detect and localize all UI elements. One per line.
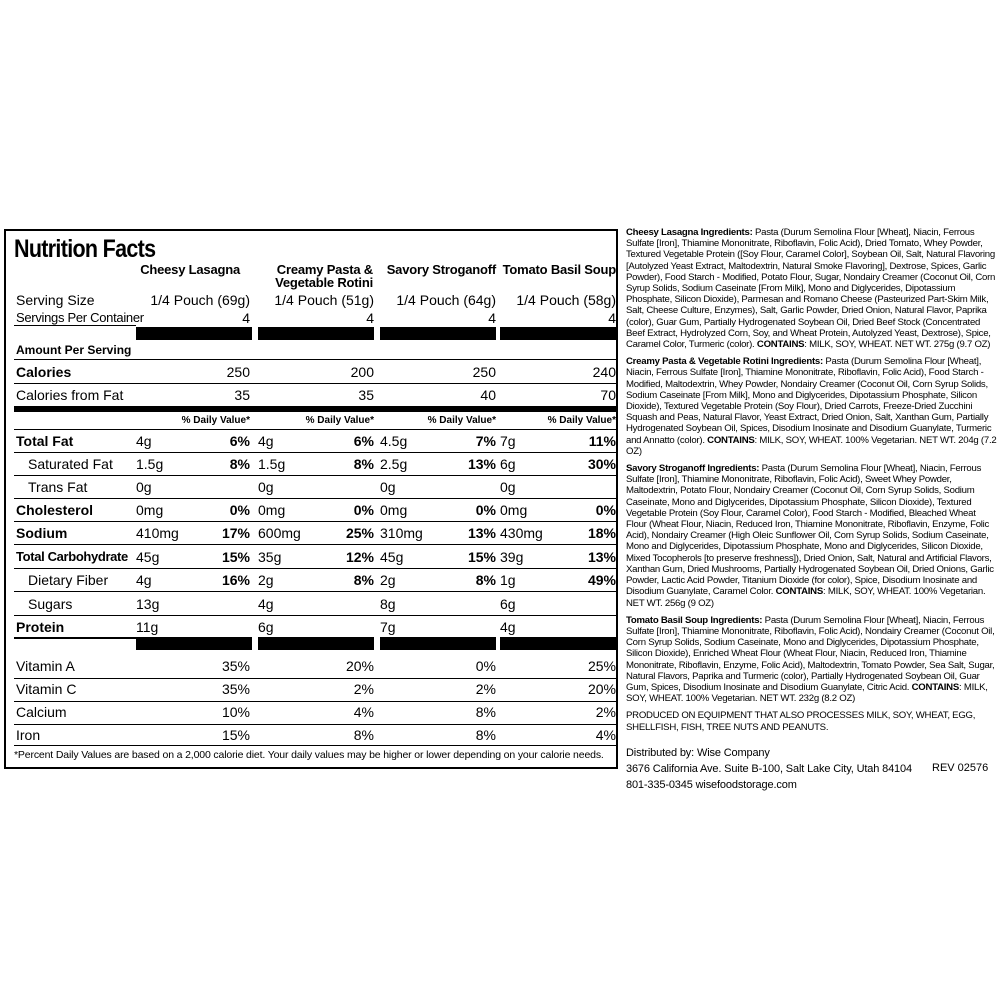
divider xyxy=(14,521,616,522)
ingredients-heading: Cheesy Lasagna Ingredients: xyxy=(626,227,753,238)
total-carb-dv: 12% xyxy=(345,549,374,565)
allergen-notice: PRODUCED ON EQUIPMENT THAT ALSO PROCESSES MILK, SOY, WHEAT, EGG, SHELLFISH, FISH, TREE NUTS AND PEANUTS. xyxy=(626,710,976,733)
ingredients-heading: Tomato Basil Soup Ingredients: xyxy=(626,614,763,626)
thick-bar xyxy=(136,637,252,650)
contains-text: : MILK, SOY, WHEAT. 100% Vegetarian. NET WT. 232g (8.2 OZ) xyxy=(626,681,988,705)
thick-bar xyxy=(258,327,374,340)
daily-value-header: % Daily Value* xyxy=(547,415,616,426)
cholesterol-dv: 0% xyxy=(475,502,496,518)
serving-size-value: 1/4 Pouch (69g) xyxy=(150,292,250,308)
vitamin-a-value: 35% xyxy=(221,658,250,674)
total-fat-amount: 4g xyxy=(258,433,274,449)
divider xyxy=(14,359,616,360)
cholesterol-dv: 0% xyxy=(595,502,616,518)
serving-size-value: 1/4 Pouch (58g) xyxy=(516,292,616,308)
total-fat-dv: 7% xyxy=(475,433,496,449)
servings-value: 4 xyxy=(488,310,496,326)
sugars-label: Sugars xyxy=(28,596,73,612)
calories-label: Calories xyxy=(16,364,72,380)
calories-from-fat-value: 70 xyxy=(600,387,616,403)
vitamin-a-value: 0% xyxy=(475,658,496,674)
calcium-label: Calcium xyxy=(16,704,67,720)
sugars-amount: 6g xyxy=(500,596,516,612)
sodium-dv: 25% xyxy=(345,525,374,541)
calories-value: 240 xyxy=(592,364,616,380)
total-carb-amount: 39g xyxy=(500,549,524,565)
protein-label: Protein xyxy=(16,619,65,635)
calories-from-fat-value: 35 xyxy=(234,387,250,403)
cholesterol-dv: 0% xyxy=(353,502,374,518)
saturated-fat-dv: 8% xyxy=(229,456,250,472)
contains-label: CONTAINS xyxy=(911,681,960,693)
ingredients-text: Pasta (Durum Semolina Flour [Wheat], Niacin, Ferrous Sulfate [Iron], Thiamine Mononitrate, Riboflavin, Folic Acid), Sweet Whey Powder, Maltodextrin, Potato Flour, Nondairy Creamer (Coconut Oil, Corn Syrup Solids, Sodium Caseinate, Mono and Diglycerides, Dipotassium Phosphate, Silicon Dioxide), Textured Vegetable Protein (Soy Flour, Caramel Color), Food Starch - Modified, Bleached Wheat Flour (Wheat Flour, Niacin, Reduced Iron, Thiamine Mononitrate, Riboflavin, Enzyme, Folic Acid), Nondairy Creamer (High Oleic Sunflower Oil, Corn Syrup Solids, Sodium Caseinate, Mono and Diglycerides, Dipotassium Phosphate, Mono and Diglycerides, Silicon Dioxide, Mixed Tocopherols [to preserve freshness]), Dried Onion, Salt, Natural and Artificial Flavors, Xanthan Gum, Dried Mushrooms, Partially Hydrogenated Soybean Oil, Dried Onions, Garlic Powder, Lactic Acid Powder, Titanium Dioxide (for color), Spice, Disodium Inosinate and Disodium Guanylate, Caramel Color. xyxy=(626,463,994,598)
sodium-label: Sodium xyxy=(16,525,68,541)
trans-fat-amount: 0g xyxy=(500,479,516,495)
calories-value: 250 xyxy=(226,364,250,380)
iron-value: 8% xyxy=(475,727,496,743)
divider xyxy=(14,568,616,569)
calories-value: 200 xyxy=(350,364,374,380)
ingredients-panel xyxy=(626,227,1000,787)
calories-from-fat-value: 40 xyxy=(480,387,496,403)
cholesterol-amount: 0mg xyxy=(136,502,164,518)
dietary-fiber-amount: 2g xyxy=(258,572,274,588)
saturated-fat-label: Saturated Fat xyxy=(28,456,113,472)
daily-value-header: % Daily Value* xyxy=(305,415,374,426)
sodium-amount: 430mg xyxy=(500,525,543,541)
iron-label: Iron xyxy=(16,727,41,743)
divider xyxy=(14,745,616,746)
protein-amount: 7g xyxy=(380,619,396,635)
daily-value-header: % Daily Value* xyxy=(427,415,496,426)
contains-text: : MILK, SOY, WHEAT. NET WT. 275g (9.7 OZ) xyxy=(804,339,991,351)
cholesterol-amount: 0mg xyxy=(258,502,286,518)
iron-value: 15% xyxy=(221,727,250,743)
dietary-fiber-dv: 8% xyxy=(353,572,374,588)
thick-bar xyxy=(500,637,616,650)
nutrition-facts-panel xyxy=(4,229,618,769)
protein-amount: 6g xyxy=(258,619,274,635)
total-fat-label: Total Fat xyxy=(16,433,74,449)
trans-fat-amount: 0g xyxy=(380,479,396,495)
calcium-value: 2% xyxy=(595,704,616,720)
divider xyxy=(14,615,616,616)
sodium-amount: 600mg xyxy=(258,525,301,541)
cholesterol-amount: 0mg xyxy=(500,502,528,518)
total-carb-dv: 15% xyxy=(467,549,496,565)
iron-value: 4% xyxy=(595,727,616,743)
thick-bar xyxy=(500,327,616,340)
vitamin-c-value: 20% xyxy=(587,681,616,697)
sodium-dv: 18% xyxy=(587,525,616,541)
product-name-tomato-basil-soup: Tomato Basil Soup xyxy=(502,262,616,277)
sodium-dv: 17% xyxy=(221,525,250,541)
contains-text: : MILK, SOY, WHEAT. 100% Vegetarian. NET WT. 204g (7.2 OZ) xyxy=(626,434,997,457)
ingredients-paragraph xyxy=(626,356,998,457)
cholesterol-dv: 0% xyxy=(229,502,250,518)
thick-bar xyxy=(258,637,374,650)
divider xyxy=(14,724,616,725)
vitamin-c-value: 2% xyxy=(353,681,374,697)
sodium-amount: 410mg xyxy=(136,525,179,541)
total-carb-dv: 15% xyxy=(221,549,250,565)
saturated-fat-amount: 2.5g xyxy=(380,456,408,472)
total-fat-dv: 6% xyxy=(229,433,250,449)
sugars-amount: 8g xyxy=(380,596,396,612)
product-name-savory-stroganoff: Savory Stroganoff xyxy=(386,262,496,277)
vitamin-c-value: 2% xyxy=(475,681,496,697)
cholesterol-amount: 0mg xyxy=(380,502,408,518)
divider xyxy=(14,591,616,592)
divider xyxy=(14,544,616,545)
protein-amount: 11g xyxy=(136,619,159,635)
total-fat-amount: 7g xyxy=(500,433,516,449)
ingredients-text: Pasta (Durum Semolina Flour [Wheat], Niacin, Ferrous Sulfate [Iron], Thiamine Mononitrate, Riboflavin, Folic Acid), Food Starch - Modified, Maltodextrin, Whey Powder, Nondairy Creamer (Coconut Oil, Corn Syrup Solids, Sodium Caseinate [From Milk], Mono and Diglycerides, Dipotassium Phosphate, Silicon Dioxide), Textured Vegetable Protein (Soy Flour), Dried Carrots, Freeze-Dried Zucchini Squash and Peas, Natural Flavor, Yeast Extract, Dried Onion, Salt, Xanthan Gum, Partially Hydrogenated Soybean Oil, Spices, Disodium Inosinate and Disodium Guanylate, Turmeric and Annatto (color). xyxy=(626,356,992,446)
saturated-fat-amount: 1.5g xyxy=(258,456,286,472)
ingredients-text: Pasta (Durum Semolina Flour [Wheat], Niacin, Ferrous Sulfate [Iron], Thiamine Mononitrate, Riboflavin, Folic Acid), Dried Tomato, Whey Powder, Textured Vegetable Protein ([Soy Flour, Caramel Color], Soybean Oil, Salt, Natural Flavoring [Autolyzed Yeast Extract, Maltodextrin, Natural Smoke Flavoring], Dextrose, Spices, Garlic Powder), Food Starch - Modified, Potato Flour, Sugar, Nondairy Creamer (Coconut Oil, Corn Syrup Solids, Sodium Caseinate [From Milk], Mono and Diglycerides, Dipotassium Phosphate, Silicon Dioxide), Parmesan and Romano Cheese (Pasteurized Part-Skim Milk, Salt, Cheese Culture, Enzymes), Salt, Garlic Powder, Dried Onion, Natural Flavor, Paprika (color), Guar Gum, Partially Hydrogenated Soybean Oil, Dried Beef Stock (Concentrated Beef Extract, Hydrolyzed Corn, Soy, and Wheat Protein, Autolyzed Yeast, Dextrose), Spice, Caramel Color, Turmeric (color). xyxy=(626,227,996,351)
saturated-fat-dv: 13% xyxy=(467,456,496,472)
servings-per-container-label: Servings Per Container xyxy=(16,310,144,325)
product-name-cheesy-lasagna: Cheesy Lasagna xyxy=(140,262,240,277)
calories-from-fat-label: Calories from Fat xyxy=(16,387,124,403)
calcium-value: 4% xyxy=(353,704,374,720)
servings-value: 4 xyxy=(608,310,616,326)
vitamin-c-value: 35% xyxy=(221,681,250,697)
contains-label: CONTAINS xyxy=(707,434,755,446)
divider xyxy=(14,383,616,384)
ingredients-heading: Savory Stroganoff Ingredients: xyxy=(626,463,760,475)
serving-size-value: 1/4 Pouch (51g) xyxy=(274,292,374,308)
saturated-fat-amount: 1.5g xyxy=(136,456,164,472)
sodium-dv: 13% xyxy=(467,525,496,541)
divider xyxy=(14,701,616,702)
divider xyxy=(14,475,616,476)
vitamin-a-value: 20% xyxy=(345,658,374,674)
servings-value: 4 xyxy=(366,310,374,326)
total-carb-amount: 45g xyxy=(380,549,404,565)
contains-label: CONTAINS xyxy=(775,586,824,598)
saturated-fat-amount: 6g xyxy=(500,456,516,472)
total-carb-amount: 45g xyxy=(136,549,160,565)
divider xyxy=(14,678,616,679)
total-fat-amount: 4.5g xyxy=(380,433,408,449)
divider xyxy=(14,637,136,639)
amount-per-serving-label: Amount Per Serving xyxy=(16,343,132,357)
sodium-amount: 310mg xyxy=(380,525,423,541)
vitamin-a-label: Vitamin A xyxy=(16,658,75,674)
divider xyxy=(14,325,136,326)
thick-bar xyxy=(380,637,496,650)
divider xyxy=(14,452,616,453)
calcium-value: 8% xyxy=(475,704,496,720)
sugars-amount: 13g xyxy=(136,596,160,612)
contains-label: CONTAINS xyxy=(756,339,805,351)
vitamin-c-label: Vitamin C xyxy=(16,681,77,697)
saturated-fat-dv: 30% xyxy=(587,456,616,472)
iron-value: 8% xyxy=(353,727,374,743)
dietary-fiber-label: Dietary Fiber xyxy=(28,572,109,588)
dietary-fiber-amount: 1g xyxy=(500,572,516,588)
ingredients-paragraph xyxy=(626,227,998,350)
distributor-address: 3676 California Ave. Suite B-100, Salt Lake City, Utah 84104 xyxy=(626,763,912,775)
thick-bar xyxy=(136,327,252,340)
distributor-contact: 801-335-0345 wisefoodstorage.com xyxy=(626,779,797,791)
daily-value-footnote: *Percent Daily Values are based on a 2,000 calorie diet. Your daily values may be higher or lower depending on your calorie needs. xyxy=(14,749,604,761)
product-name-creamy-pasta: Creamy Pasta & Vegetable Rotini xyxy=(275,262,373,290)
dietary-fiber-dv: 8% xyxy=(475,572,496,588)
vitamin-a-value: 25% xyxy=(587,658,616,674)
divider xyxy=(14,429,616,430)
nutrition-title: Nutrition Facts xyxy=(14,235,156,263)
ingredients-text: Pasta (Durum Semolina Flour [Wheat], Niacin, Ferrous Sulfate [Iron], Thiamine Mononitrate, Riboflavin, Folic Acid), Nondairy Creamer (Coconut Oil, Corn Syrup Solids, Sodium Caseinate, Mono and Diglycerides, Dipotassium Phosphate, Silicon Dioxide), Enriched Wheat Flour (Wheat Flour, Niacin, Reduced Iron, Thiamine Mononitrate, Riboflavin, Enzyme, Folic Acid), Maltodextrin, Tomato Powder, Sea Salt, Sugar, Natural Flavors, Paprika and Turmeric (color), Partially Hydrogenated Soybean Oil, Guar Gum, Spices, Disodium Inosinate and Disodium Guanylate, Citric Acid. xyxy=(626,614,995,693)
dietary-fiber-dv: 49% xyxy=(587,572,616,588)
serving-size-label: Serving Size xyxy=(16,292,95,308)
thick-bar xyxy=(14,406,616,412)
servings-value: 4 xyxy=(242,310,250,326)
dietary-fiber-amount: 2g xyxy=(380,572,396,588)
ingredients-paragraph xyxy=(626,463,998,609)
ingredients-heading: Creamy Pasta & Vegetable Rotini Ingredients: xyxy=(626,356,823,368)
trans-fat-label: Trans Fat xyxy=(28,479,88,495)
sugars-amount: 4g xyxy=(258,596,274,612)
total-carb-label: Total Carbohydrate xyxy=(16,549,128,564)
thick-bar xyxy=(380,327,496,340)
total-fat-dv: 11% xyxy=(588,433,616,449)
revision-code: REV 02576 xyxy=(932,762,989,774)
dietary-fiber-dv: 16% xyxy=(221,572,250,588)
trans-fat-amount: 0g xyxy=(136,479,152,495)
serving-size-value: 1/4 Pouch (64g) xyxy=(396,292,496,308)
contains-text: : MILK, SOY, WHEAT. 100% Vegetarian. NET WT. 256g (9 OZ) xyxy=(626,586,986,609)
distributor-name: Distributed by: Wise Company xyxy=(626,747,770,759)
daily-value-header: % Daily Value* xyxy=(181,415,250,426)
calcium-value: 10% xyxy=(221,704,250,720)
total-carb-amount: 35g xyxy=(258,549,282,565)
total-carb-dv: 13% xyxy=(587,549,616,565)
cholesterol-label: Cholesterol xyxy=(16,502,94,518)
divider xyxy=(14,498,616,499)
saturated-fat-dv: 8% xyxy=(353,456,374,472)
ingredients-paragraph xyxy=(626,615,998,705)
total-fat-dv: 6% xyxy=(353,433,374,449)
trans-fat-amount: 0g xyxy=(258,479,274,495)
calories-value: 250 xyxy=(472,364,496,380)
calories-from-fat-value: 35 xyxy=(358,387,374,403)
total-fat-amount: 4g xyxy=(136,433,152,449)
protein-amount: 4g xyxy=(500,619,516,635)
dietary-fiber-amount: 4g xyxy=(136,572,152,588)
